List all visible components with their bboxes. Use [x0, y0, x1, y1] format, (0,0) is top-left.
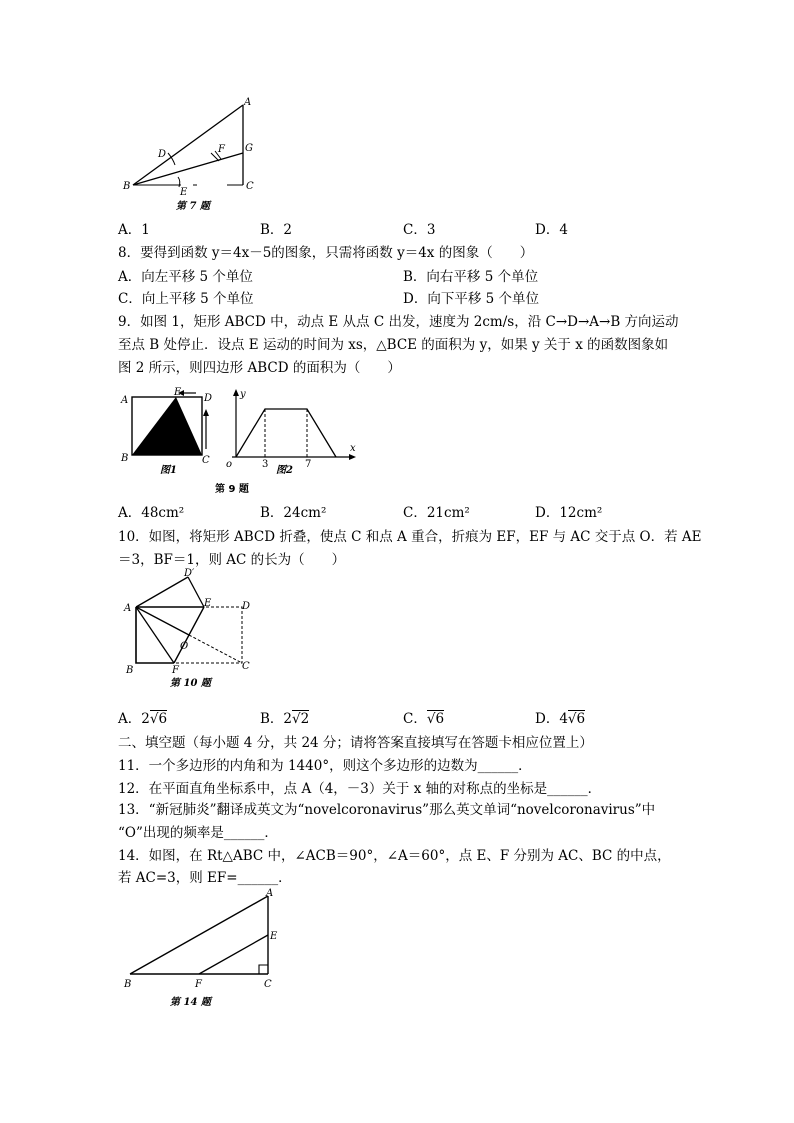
q9-stem-line-3: 图 2 所示，则四边形 ABCD 的面积为（ ）	[118, 360, 401, 376]
q9-figure-1	[118, 385, 223, 485]
q10-option-c: C．√6	[403, 711, 445, 727]
q9-axis-y: y	[240, 389, 246, 400]
q10-option-b: B．2√2	[260, 711, 310, 727]
q9-label-A: A	[121, 395, 129, 406]
q9-label-C: C	[202, 455, 210, 466]
q9-fig2-caption: 图2	[276, 465, 293, 476]
q9-option-b: B．24cm²	[260, 505, 327, 521]
q7-figure	[118, 95, 268, 215]
q11-text: 11．一个多边形的内角和为 1440°，则这个多边形的边数为______．	[118, 758, 532, 774]
q10-stem-line-2: ＝3，BF＝1，则 AC 的长为（ ）	[118, 552, 346, 568]
q8-option-a: A．向左平移 5 个单位	[118, 269, 253, 285]
q9-figure-caption: 第 9 题	[215, 484, 249, 495]
q14-figure-caption: 第 14 题	[170, 997, 211, 1008]
q13-line-2: “O”出现的频率是______．	[118, 825, 278, 841]
q10-label-O: O	[180, 641, 189, 652]
q12-text: 12．在平面直角坐标系中，点 A（4，－3）关于 x 轴的对称点的坐标是______．	[118, 781, 602, 797]
q10-label-F: F	[172, 665, 179, 676]
q9-option-a: A．48cm²	[118, 505, 185, 521]
q14-label-A: A	[266, 888, 274, 899]
q9-tick-7: 7	[305, 459, 312, 470]
q10-label-B: B	[126, 665, 134, 676]
q14-line-2: 若 AC=3，则 EF=______．	[118, 870, 292, 886]
q7-option-b: B．2	[260, 222, 293, 238]
section-2-heading: 二、填空题（每小题 4 分，共 24 分；请将答案直接填写在答题卡相应位置上）	[118, 735, 593, 751]
q10-label-D: D	[242, 601, 251, 612]
q9-option-d: D．12cm²	[535, 505, 603, 521]
q10-figure-caption: 第 10 题	[170, 678, 211, 689]
q9-option-c: C．21cm²	[403, 505, 470, 521]
q9-figure-2	[222, 385, 362, 485]
q10-option-a: A．2√6	[118, 711, 168, 727]
q14-label-B: B	[124, 979, 132, 990]
q7-label-A: A	[244, 97, 252, 108]
q9-label-D: D	[204, 393, 213, 404]
q8-option-d: D．向下平移 5 个单位	[403, 291, 539, 307]
q8-option-b: B．向右平移 5 个单位	[403, 269, 539, 285]
q14-label-F: F	[195, 979, 202, 990]
q9-label-E: E	[174, 387, 182, 398]
q10-option-d: D．4√6	[535, 711, 586, 727]
q9-label-B: B	[121, 453, 129, 464]
q9-fig1-caption: 图1	[160, 465, 177, 476]
q10-figure	[118, 565, 268, 690]
q8-option-c: C．向上平移 5 个单位	[118, 291, 254, 307]
q14-label-E: E	[270, 931, 278, 942]
q9-stem-line-1: 9．如图 1，矩形 ABCD 中，动点 E 从点 C 出发，速度为 2cm/s，沿 C→D→A→B 方向运动	[118, 314, 679, 330]
q13-line-1: 13．“新冠肺炎”翻译成英文为“novelcoronavirus”那么英文单词“novelcoronavirus”中	[118, 802, 656, 818]
q10-label-C: C	[242, 661, 250, 672]
q9-axis-x: x	[350, 443, 356, 454]
q9-tick-3: 3	[262, 459, 269, 470]
q7-label-D: D	[158, 149, 167, 160]
q10-label-E: E	[204, 598, 212, 609]
q7-label-F: F	[218, 144, 225, 155]
q7-label-E: E	[180, 187, 188, 198]
q9-stem-line-2: 至点 B 处停止．设点 E 运动的时间为 xs，△BCE 的面积为 y，如果 y 关于 x 的函数图象如	[118, 337, 669, 353]
q8-stem: 8．要得到函数 y＝4x－5的图象，只需将函数 y＝4x 的图象（ ）	[118, 245, 534, 261]
q7-option-d: D．4	[535, 222, 568, 238]
q7-label-C: C	[246, 181, 254, 192]
q10-label-A: A	[124, 603, 132, 614]
q10-label-D-prime: D′	[184, 568, 195, 579]
q7-label-G: G	[245, 143, 253, 154]
q14-figure	[118, 888, 293, 1013]
q7-figure-caption: 第 7 题	[176, 201, 210, 212]
q10-stem-line-1: 10．如图，将矩形 ABCD 折叠，使点 C 和点 A 重合，折痕为 EF，EF 与 AC 交于点 O．若 AE	[118, 529, 702, 545]
q7-option-c: C．3	[403, 222, 436, 238]
q14-line-1: 14．如图，在 Rt△ABC 中，∠ACB＝90°，∠A＝60°，点 E、F 分别为 AC、BC 的中点，	[118, 848, 671, 864]
q7-option-a: A．1	[118, 222, 150, 238]
q7-label-B: B	[123, 181, 131, 192]
q9-axis-origin: o	[226, 459, 233, 470]
q14-label-C: C	[264, 979, 272, 990]
